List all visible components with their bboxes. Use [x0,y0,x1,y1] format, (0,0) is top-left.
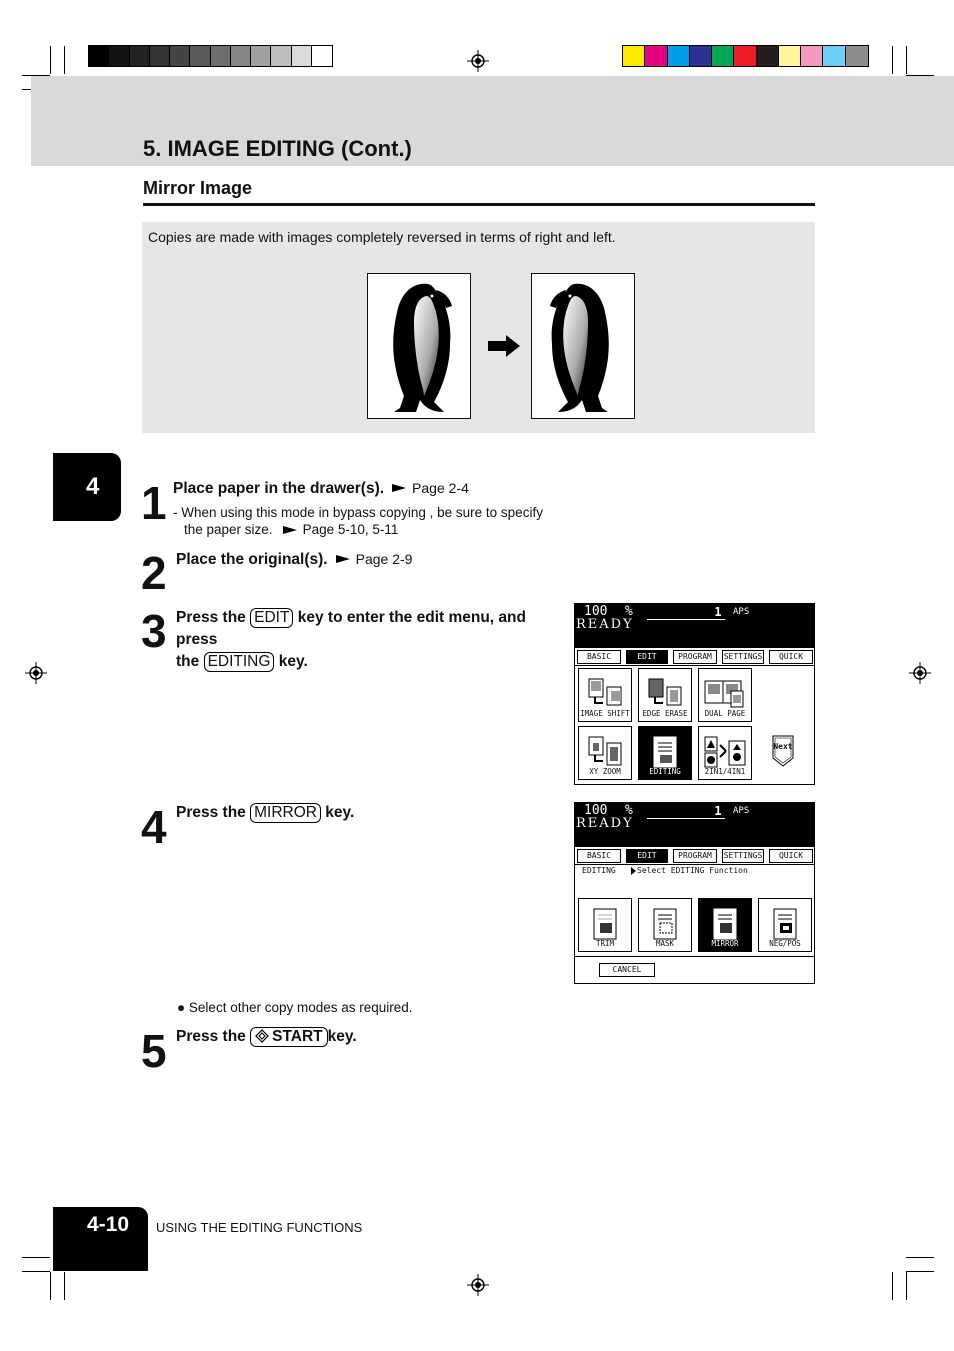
edge-erase-button[interactable] [638,668,692,722]
step-4-text-a: Press the [176,804,246,821]
edge-erase-label: EDGE ERASE [642,709,688,718]
edit-key[interactable]: EDIT [250,608,293,628]
gray-swatch [109,46,129,66]
section-title: 5. IMAGE EDITING (Cont.) [143,136,412,161]
crop-mark [22,1257,50,1258]
lcd-status-area [575,604,814,648]
machine-status: READY [576,617,634,632]
zoom-percent: % [625,803,633,818]
editing-button[interactable] [638,726,692,780]
trim-button[interactable] [578,898,632,952]
lcd-divider [575,864,814,865]
step-3-text [176,607,571,673]
gray-swatch [231,46,251,66]
xy-zoom-button[interactable] [578,726,632,780]
page-reference: Page 5-10, 5-11 [302,522,399,537]
mask-icon [650,907,680,941]
penguin-original-icon [368,274,470,418]
color-swatch [779,46,801,66]
dual-page-icon [703,677,747,711]
tab-settings[interactable]: SETTINGS [722,849,764,863]
neg-pos-label: NEG/POS [769,939,801,948]
color-swatch [846,46,868,66]
mirror-button[interactable] [698,898,752,952]
lcd-divider [575,956,814,957]
step-number: 5 [141,1025,165,1077]
step-3-line-2 [176,651,571,673]
tab-basic[interactable]: BASIC [577,650,621,664]
dual-page-button[interactable] [698,668,752,722]
step-number: 4 [141,801,165,853]
crop-mark [892,46,893,74]
lcd-status-area [575,803,814,847]
registration-mark-icon [909,662,931,684]
lcd-tab-bar [575,849,814,865]
intro-description: Copies are made with images completely reversed in terms of right and left. [148,229,616,245]
step-1-instruction: Place paper in the drawer(s). [173,480,385,497]
mask-label: MASK [655,939,675,948]
lcd-panel-editing-functions [574,802,815,984]
step-3-text-d: key. [278,653,308,670]
next-page-icon[interactable] [771,734,795,768]
step-3-text-b: key to enter the edit menu, and press [176,609,526,648]
xy-zoom-label: XY ZOOM [589,767,621,776]
gray-swatch [89,46,109,66]
2in1-4in1-label: 2IN1/4IN1 [704,767,746,776]
dual-page-label: DUAL PAGE [704,709,746,718]
chapter-tab: 4 [53,453,121,521]
step-number: 3 [141,605,165,657]
gray-swatch [251,46,271,66]
step-1-text [173,477,469,500]
gray-swatch [271,46,291,66]
crop-mark [50,1272,51,1300]
subsection-title: Mirror Image [143,178,253,198]
registration-mark-icon [467,1274,489,1296]
pointer-right-icon [631,867,636,875]
subsection-rule [143,203,815,206]
step-1-note-line: - When using this mode in bypass copying , be sure to specify [173,505,543,520]
lcd-divider [647,818,725,819]
page-reference-arrow-icon [283,526,297,534]
image-shift-icon [585,677,625,709]
crop-mark [64,1272,65,1300]
next-label: Next [773,742,793,751]
tab-edit[interactable]: EDIT [626,650,668,664]
gray-swatch [130,46,150,66]
step-3-line-1 [176,607,571,651]
gray-swatch [292,46,312,66]
tab-quick[interactable]: QUICK [769,849,813,863]
mask-button[interactable] [638,898,692,952]
breadcrumb: EDITING [582,866,616,875]
color-swatch [801,46,823,66]
step-3-text-a: Press the [176,609,246,626]
color-swatch [668,46,690,66]
neg-pos-button[interactable] [758,898,812,952]
machine-status: READY [576,816,634,831]
color-swatch [712,46,734,66]
tab-basic[interactable]: BASIC [577,849,621,863]
page-number: 4-10 [53,1207,148,1271]
tab-edit[interactable]: EDIT [626,849,668,863]
bullet-icon: ● [177,1000,186,1015]
gray-swatch [190,46,210,66]
tab-program[interactable]: PROGRAM [673,650,717,664]
page-reference: Page 2-4 [412,480,469,496]
mirror-key[interactable]: MIRROR [250,803,321,823]
color-swatch [757,46,779,66]
tab-settings[interactable]: SETTINGS [722,650,764,664]
step-number: 1 [141,477,165,529]
editing-label: EDITING [649,767,681,776]
crop-mark [50,46,51,74]
lcd-tab-bar [575,650,814,666]
crop-mark [906,1271,934,1272]
intro-box [142,222,815,433]
neg-pos-icon [770,907,800,941]
page-reference: Page 2-9 [355,551,413,567]
trim-icon [590,907,620,941]
step-2-instruction: Place the original(s). [176,551,328,568]
gray-swatch [150,46,170,66]
copy-count: 1 [714,605,722,619]
start-key[interactable] [250,1027,328,1047]
color-swatch [645,46,667,66]
arrow-right-icon [488,335,520,357]
image-shift-label: IMAGE SHIFT [580,709,630,718]
bullet-note-text: Select other copy modes as required. [188,1000,413,1015]
color-calibration-bar [622,45,869,67]
step-4-text-b: key. [325,804,355,821]
mirrored-image [531,273,635,419]
editing-key[interactable]: EDITING [204,652,275,672]
step-5-text [176,1026,357,1048]
gray-swatch [170,46,190,66]
trim-label: TRIM [595,939,615,948]
registration-mark-icon [25,662,47,684]
lcd-divider [575,665,814,666]
penguin-mirrored-icon [532,274,634,418]
step-4-text [176,802,354,824]
step-1-note [173,504,543,538]
step-number: 2 [141,547,165,599]
cancel-button[interactable]: CANCEL [599,963,655,977]
edge-erase-icon [645,677,685,709]
mirror-icon [710,907,740,941]
2in1-4in1-button[interactable] [698,726,752,780]
color-swatch [823,46,845,66]
zoom-value: 100 [584,604,608,619]
2in1-4in1-icon [703,735,747,769]
xy-zoom-icon [585,735,625,767]
color-swatch [623,46,645,66]
paper-select: APS [733,607,750,617]
gray-swatch [312,46,332,66]
editing-icon [650,735,680,769]
page-reference-arrow-icon [392,484,406,492]
step-5-text-a: Press the [176,1028,246,1045]
image-shift-button[interactable] [578,668,632,722]
step-5-text-b: key. [327,1028,357,1045]
gray-swatch [211,46,231,66]
crop-mark [906,1272,907,1300]
tab-program[interactable]: PROGRAM [673,849,717,863]
start-key-label: START [272,1028,323,1045]
tab-quick[interactable]: QUICK [769,650,813,664]
start-diamond-icon [255,1029,269,1043]
bullet-note [177,999,413,1016]
step-1-note-line-2 [173,521,543,538]
prompt-text: Select EDITING Function [637,866,748,875]
step-1-note-text: the paper size. [184,522,273,537]
step-2-text [176,548,412,571]
color-swatch [734,46,756,66]
lcd-divider [647,619,725,620]
copy-count: 1 [714,804,722,818]
registration-mark-icon [467,50,489,72]
gray-calibration-bar [88,45,333,67]
crop-mark [906,1257,934,1258]
crop-mark [906,46,907,74]
paper-select: APS [733,806,750,816]
step-3-text-c: the [176,653,200,670]
footer-chapter-name: USING THE EDITING FUNCTIONS [156,1220,363,1235]
crop-mark [892,1272,893,1300]
original-image [367,273,471,419]
mirror-label: MIRROR [711,939,739,948]
page-reference-arrow-icon [336,555,350,563]
crop-mark [64,46,65,74]
color-swatch [690,46,712,66]
crop-mark [22,1271,50,1272]
lcd-panel-edit-menu [574,603,815,785]
zoom-percent: % [625,604,633,619]
zoom-value: 100 [584,803,608,818]
